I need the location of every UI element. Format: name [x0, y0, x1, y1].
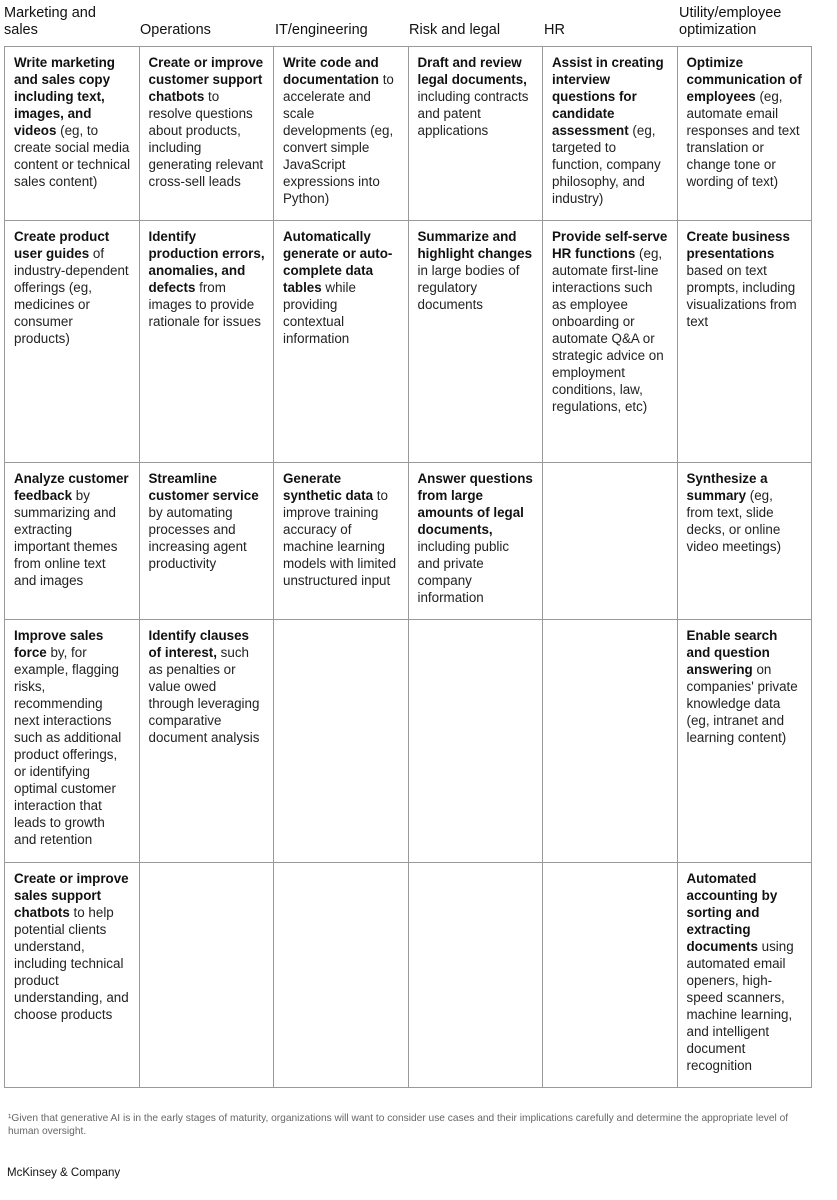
use-case-detail: including contracts and patent applications	[417, 89, 529, 138]
use-case-detail: while providing contextual information	[283, 280, 356, 346]
table-cell	[543, 47, 678, 221]
table-cell	[140, 620, 275, 863]
table-cell	[678, 620, 813, 863]
table-cell	[140, 221, 275, 463]
table-cell	[5, 620, 140, 863]
table-cell-empty	[543, 863, 678, 1088]
table-cell	[678, 463, 813, 620]
header-marketing-and-sales: Marketing and sales	[4, 5, 96, 38]
table-cell	[274, 463, 409, 620]
use-case-title: Answer questions from large amounts of legal documents,	[417, 471, 533, 537]
use-case-title: Automated accounting by sorting and extracting documents	[686, 871, 778, 954]
use-case-title: Enable search and question answering	[686, 628, 778, 677]
use-case-title: Automatically generate or auto-complete data tables	[283, 229, 393, 295]
table-cell-empty	[409, 863, 544, 1088]
header-it-engineering: IT/engineering	[275, 22, 368, 38]
use-case-table	[4, 46, 812, 1088]
brand-label: McKinsey & Company	[7, 1167, 121, 1179]
use-case-title: Write marketing and sales copy including text, images, and videos	[14, 55, 115, 138]
use-case-detail: based on text prompts, including visualizations from text	[686, 263, 797, 329]
use-case-detail: by summarizing and extracting important themes from online text and images	[14, 488, 118, 588]
use-case-title: Analyze customer feedback	[14, 471, 129, 503]
column-headers	[4, 4, 812, 46]
use-case-detail: of industry-dependent offerings (eg, medicines or consumer products)	[14, 246, 129, 346]
footnote: ¹Given that generative AI is in the early stages of maturity, organizations will want to consider use cases and their implications carefully and determine the appropriate level of human oversight.	[8, 1113, 789, 1137]
table-cell	[678, 863, 813, 1088]
header-utility-employee-optimization: Utility/employee optimization	[679, 5, 782, 38]
table-row	[5, 620, 812, 863]
use-case-title: Assist in creating interview questions for candidate assessment	[552, 55, 664, 138]
use-case-detail: to improve training accuracy of machine learning models with limited unstructured input	[283, 488, 397, 588]
header-operations: Operations	[140, 22, 211, 38]
use-case-detail: using automated email openers, high-speed scanners, machine learning, and intelligent document recognition	[686, 939, 794, 1073]
use-case-title: Synthesize a summary	[686, 471, 768, 503]
table-cell	[678, 47, 813, 221]
table-cell-empty	[274, 863, 409, 1088]
use-case-detail: such as penalties or value owed through leveraging comparative document analysis	[148, 645, 260, 745]
use-case-title: Improve sales force	[14, 628, 104, 660]
header-risk-and-legal: Risk and legal	[409, 22, 501, 38]
use-case-detail: on companies' private knowledge data (eg, intranet and learning content)	[686, 662, 798, 745]
table-cell	[5, 863, 140, 1088]
table-cell	[274, 47, 409, 221]
table-cell	[409, 463, 544, 620]
table-cell-empty	[543, 463, 678, 620]
table-cell	[678, 221, 813, 463]
header-hr: HR	[544, 22, 565, 38]
use-case-detail: (eg, targeted to function, company philosophy, and industry)	[552, 123, 661, 206]
table-cell	[5, 47, 140, 221]
table-cell	[543, 221, 678, 463]
use-case-title: Create product user guides	[14, 229, 110, 261]
use-case-title: Streamline customer service	[148, 471, 259, 503]
table-cell-empty	[409, 620, 544, 863]
table-row	[5, 47, 812, 221]
use-case-title: Draft and review legal documents,	[417, 55, 527, 87]
table-cell-empty	[274, 620, 409, 863]
table-cell	[5, 463, 140, 620]
table-cell	[409, 221, 544, 463]
use-case-detail: to help potential clients understand, including technical product understanding, and choose products	[14, 905, 129, 1022]
table-cell	[140, 463, 275, 620]
table-cell	[5, 221, 140, 463]
use-case-title: Generate synthetic data	[283, 471, 374, 503]
use-case-title: Identify clauses of interest,	[148, 628, 249, 660]
use-case-detail: to resolve questions about products, including generating relevant cross-sell leads	[148, 89, 264, 189]
table-cell	[409, 47, 544, 221]
use-case-detail: to accelerate and scale developments (eg, convert simple JavaScript expressions into Python)	[283, 72, 394, 206]
use-case-detail: (eg, automate email responses and text translation or change tone or wording of text)	[686, 89, 800, 189]
use-case-title: Create or improve sales support chatbots	[14, 871, 129, 920]
table-cell-empty	[140, 863, 275, 1088]
use-case-title: Create or improve customer support chatbots	[148, 55, 264, 104]
table-cell-empty	[543, 620, 678, 863]
use-case-detail: (eg, automate first-line interactions such as employee onboarding or automate Q&A or strategic advice on employment conditions, law, regulations, etc)	[552, 246, 664, 414]
use-case-title: Optimize communication of employees	[686, 55, 802, 104]
table-row	[5, 463, 812, 620]
use-case-title: Create business presentations	[686, 229, 790, 261]
use-case-detail: in large bodies of regulatory documents	[417, 263, 520, 312]
use-case-title: Provide self-serve HR functions	[552, 229, 668, 261]
use-case-detail: by, for example, flagging risks, recommending next interactions such as additional product offerings, or identifying optimal customer interaction that leads to growth and retention	[14, 645, 122, 847]
use-case-title: Identify production errors, anomalies, and defects	[148, 229, 265, 295]
use-case-detail: (eg, to create social media content or technical sales content)	[14, 123, 131, 189]
table-row	[5, 863, 812, 1088]
table-cell	[274, 221, 409, 463]
table-row	[5, 221, 812, 463]
use-case-title: Write code and documentation	[283, 55, 379, 87]
use-case-detail: by automating processes and increasing agent productivity	[148, 505, 247, 571]
table-cell	[140, 47, 275, 221]
use-case-detail: (eg, from text, slide decks, or online video meetings)	[686, 488, 782, 554]
use-case-detail: including public and private company information	[417, 539, 510, 605]
use-case-detail: from images to provide rationale for issues	[148, 280, 261, 329]
use-case-title: Summarize and highlight changes	[417, 229, 533, 261]
